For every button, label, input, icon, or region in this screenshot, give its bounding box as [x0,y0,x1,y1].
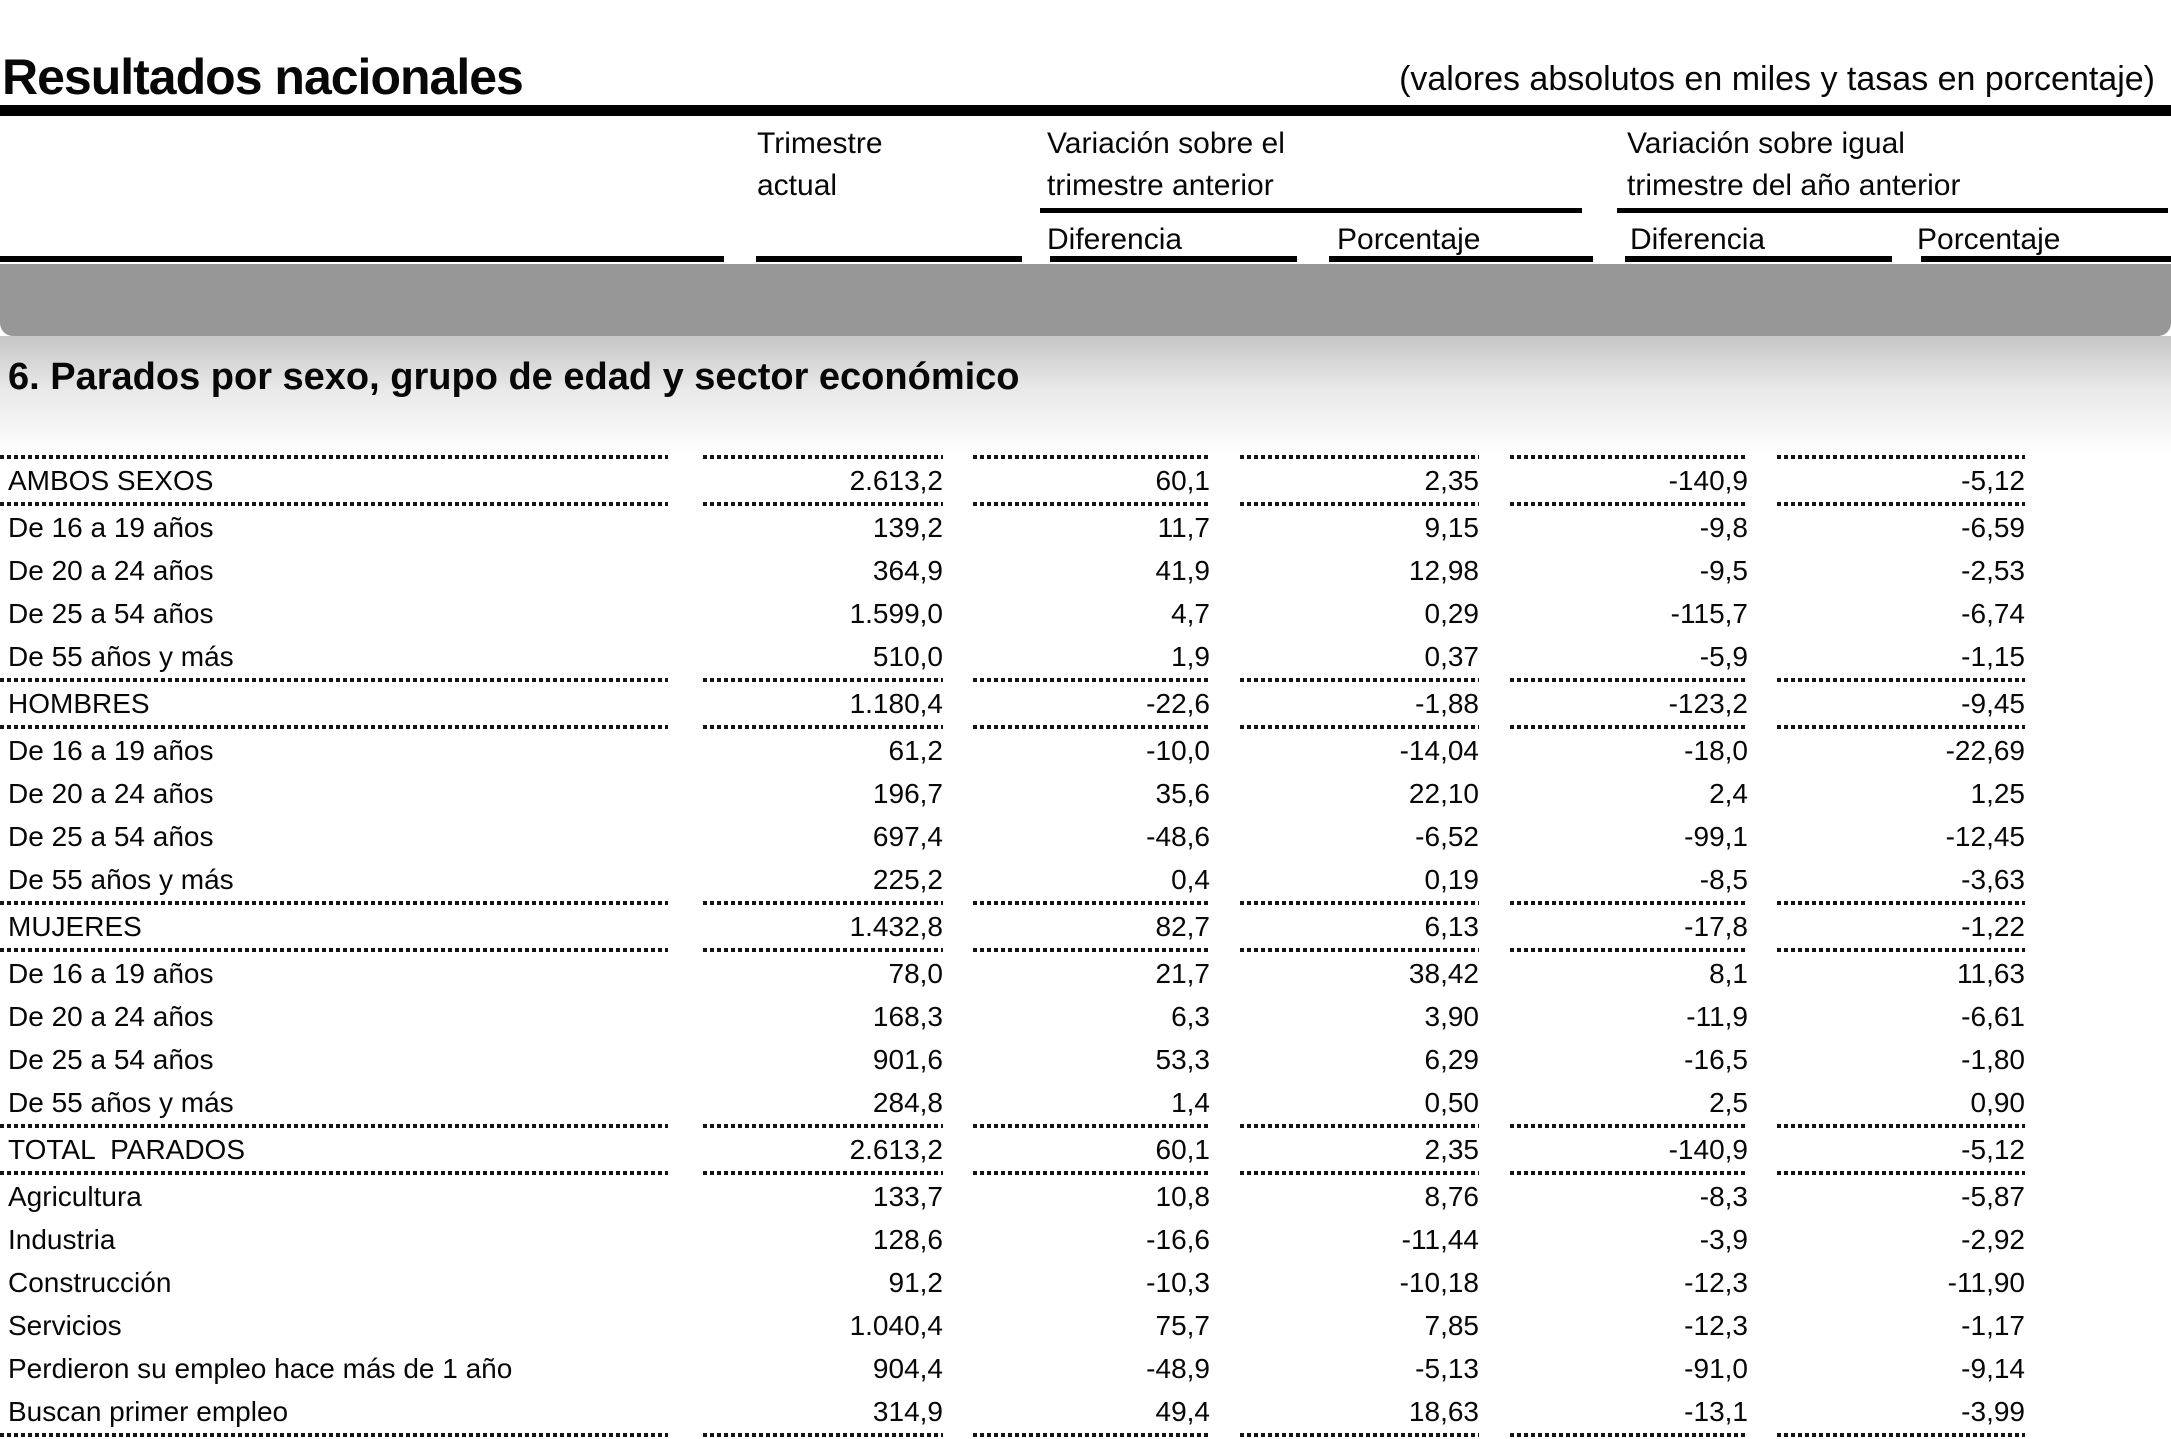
table-separator [0,1124,2171,1128]
value-cell: 3,90 [1424,1000,1479,1032]
separator-segment [1240,901,1479,905]
value-cell: -10,3 [1146,1266,1210,1298]
separator-segment [1510,678,1748,682]
separator-segment [1777,1433,2025,1437]
header-band [0,264,2171,336]
row-label: Agricultura [8,1180,142,1212]
value-cell: 35,6 [1155,777,1210,809]
row-label: De 25 a 54 años [8,820,214,852]
value-cell: 75,7 [1155,1309,1210,1341]
row-label: De 20 a 24 años [8,777,214,809]
separator-segment [703,1171,943,1175]
separator-segment [0,1124,668,1128]
table-separator [0,901,2171,905]
value-cell: 60,1 [1155,464,1210,496]
separator-segment [0,725,668,729]
value-cell: 11,7 [1157,511,1210,543]
value-cell: 2,35 [1424,464,1479,496]
separator-segment [973,1171,1210,1175]
value-cell: 1,4 [1171,1086,1210,1118]
separator-segment [1777,725,2025,729]
row-label: De 25 a 54 años [8,597,214,629]
table-row [0,1218,2171,1261]
row-label: De 16 a 19 años [8,511,214,543]
group-underline-prev-quarter [1040,208,1582,213]
separator-segment [0,1171,668,1175]
separator-segment [1510,1124,1748,1128]
row-label: Buscan primer empleo [8,1395,289,1427]
separator-segment [1240,725,1479,729]
column-group-vs-previous-year [1627,123,1961,207]
value-cell: -9,14 [1961,1352,2025,1384]
value-cell: 2.613,2 [849,464,943,496]
column-underline [1921,256,2171,262]
value-cell: -48,9 [1146,1352,1210,1384]
value-cell: -22,6 [1146,687,1210,719]
table-row [0,815,2171,858]
separator-segment [1240,678,1479,682]
separator-segment [0,678,668,682]
value-cell: -3,99 [1961,1395,2025,1427]
row-label: De 25 a 54 años [8,1043,214,1075]
value-cell: 128,6 [872,1223,943,1255]
value-cell: -9,8 [1699,511,1748,543]
value-cell: -11,44 [1401,1223,1479,1255]
value-cell: 49,4 [1155,1395,1210,1427]
value-cell: -6,61 [1961,1000,2025,1032]
subheader-percentage-2: Porcentaje [1917,223,2061,256]
column-header-current-quarter [757,123,883,207]
row-label: Servicios [8,1309,122,1341]
value-cell: 2,35 [1424,1133,1479,1165]
value-cell: -123,2 [1668,687,1748,719]
table-row [0,1128,2171,1171]
separator-segment [703,502,943,506]
value-cell: 697,4 [872,820,943,852]
value-cell: 2,4 [1709,777,1748,809]
value-cell: 225,2 [872,863,943,895]
table-row [0,858,2171,901]
table-separator [0,1171,2171,1175]
table-row [0,1175,2171,1218]
table-separator [0,725,2171,729]
row-label: TOTAL PARADOS [8,1133,246,1165]
current-quarter-line1: Trimestre [757,127,883,160]
value-cell: -8,5 [1699,863,1748,895]
value-cell: 11,63 [1957,957,2025,989]
table-separator [0,678,2171,682]
table-row [0,905,2171,948]
column-group-vs-previous-quarter [1047,123,1285,207]
value-cell: -1,15 [1961,640,2025,672]
table-row [0,459,2171,502]
value-cell: -99,1 [1684,820,1748,852]
value-cell: -16,6 [1146,1223,1210,1255]
separator-segment [1240,1171,1479,1175]
row-label: De 16 a 19 años [8,734,214,766]
separator-segment [0,455,668,459]
value-cell: 314,9 [872,1395,943,1427]
value-cell: 2.613,2 [849,1133,943,1165]
row-label: Industria [8,1223,116,1255]
row-label: De 55 años y más [8,1086,234,1118]
value-cell: 0,50 [1424,1086,1479,1118]
value-cell: -8,3 [1699,1180,1748,1212]
value-cell: -5,13 [1415,1352,1479,1384]
separator-segment [1777,1124,2025,1128]
value-cell: 6,29 [1424,1043,1479,1075]
value-cell: -11,90 [1947,1266,2025,1298]
table-separator [0,502,2171,506]
column-underline [1050,256,1297,262]
vs-prev-quarter-line1: Variación sobre el [1047,127,1285,160]
value-cell: -1,80 [1961,1043,2025,1075]
value-cell: -12,3 [1684,1266,1748,1298]
row-label: De 20 a 24 años [8,1000,214,1032]
table-row [0,1390,2171,1433]
value-cell: -2,92 [1961,1223,2025,1255]
separator-segment [973,1433,1210,1437]
value-cell: -10,18 [1399,1266,1479,1298]
separator-segment [1240,502,1479,506]
separator-segment [703,455,943,459]
value-cell: 12,98 [1408,554,1479,586]
value-cell: -140,9 [1668,464,1748,496]
separator-segment [1240,455,1479,459]
separator-segment [1777,502,2025,506]
separator-segment [1777,455,2025,459]
table-row [0,1347,2171,1390]
value-cell: -91,0 [1684,1352,1748,1384]
separator-segment [1510,502,1748,506]
value-cell: 139,2 [872,511,943,543]
value-cell: -13,1 [1684,1395,1748,1427]
value-cell: -12,45 [1945,820,2025,852]
value-cell: -2,53 [1961,554,2025,586]
column-underline-row [0,256,2171,262]
separator-segment [0,948,668,952]
subheader-difference-2: Diferencia [1630,223,1766,256]
value-cell: 6,13 [1424,910,1479,942]
value-cell: -3,63 [1961,863,2025,895]
current-quarter-line2: actual [757,169,838,202]
value-cell: 21,7 [1155,957,1210,989]
row-label: De 16 a 19 años [8,957,214,989]
value-cell: -16,5 [1684,1043,1748,1075]
value-cell: 510,0 [872,640,943,672]
value-cell: 1,25 [1970,777,2025,809]
separator-segment [1510,901,1748,905]
row-label: De 55 años y más [8,640,234,672]
group-underline-prev-year [1617,208,2168,213]
value-cell: -5,12 [1961,464,2025,496]
document-title: Resultados nacionales [2,49,523,105]
separator-segment [973,678,1210,682]
value-cell: 0,19 [1424,863,1479,895]
separator-segment [703,1433,943,1437]
section-title: 6. Parados por sexo, grupo de edad y sector económico [8,356,1020,398]
value-cell: -11,9 [1686,1000,1748,1032]
separator-segment [1777,678,2025,682]
header-rule [0,105,2171,116]
value-cell: -17,8 [1684,910,1748,942]
value-cell: 1.040,4 [849,1309,943,1341]
table-row [0,952,2171,995]
value-cell: 22,10 [1408,777,1479,809]
separator-segment [703,725,943,729]
separator-segment [1777,1171,2025,1175]
value-cell: 1.180,4 [849,687,943,719]
value-cell: -9,5 [1699,554,1748,586]
value-cell: 1,9 [1171,640,1210,672]
value-cell: -1,22 [1961,910,2025,942]
value-cell: 61,2 [888,734,943,766]
value-cell: 6,3 [1171,1000,1210,1032]
table-row [0,772,2171,815]
value-cell: 9,15 [1424,511,1479,543]
value-cell: 1.432,8 [849,910,943,942]
value-cell: 196,7 [872,777,943,809]
table-row [0,1038,2171,1081]
value-cell: 10,8 [1155,1180,1210,1212]
value-cell: -10,0 [1146,734,1210,766]
separator-segment [1777,948,2025,952]
separator-segment [1777,901,2025,905]
value-cell: 133,7 [872,1180,943,1212]
value-cell: -9,45 [1961,687,2025,719]
table-separator [0,455,2171,459]
separator-segment [1510,455,1748,459]
value-cell: 53,3 [1155,1043,1210,1075]
separator-segment [1510,948,1748,952]
separator-segment [0,1433,668,1437]
separator-segment [973,502,1210,506]
vs-prev-quarter-line2: trimestre anterior [1047,169,1274,202]
table-row [0,995,2171,1038]
value-cell: -22,69 [1945,734,2025,766]
column-underline [0,256,724,262]
value-cell: -6,52 [1415,820,1479,852]
value-cell: 8,76 [1424,1180,1479,1212]
table-row [0,682,2171,725]
value-cell: 41,9 [1155,554,1210,586]
value-cell: 901,6 [872,1043,943,1075]
table-row [0,1081,2171,1124]
table-separator [0,1433,2171,1437]
value-cell: -12,3 [1684,1309,1748,1341]
row-label: Perdieron su empleo hace más de 1 año [8,1352,513,1384]
vs-prev-year-line1: Variación sobre igual [1627,127,1905,160]
subheader-difference-1: Diferencia [1047,223,1183,256]
value-cell: -115,7 [1670,597,1748,629]
table-row [0,549,2171,592]
value-cell: 168,3 [872,1000,943,1032]
separator-segment [973,1124,1210,1128]
value-cell: 1.599,0 [849,597,943,629]
value-cell: -5,87 [1961,1180,2025,1212]
value-cell: 78,0 [888,957,943,989]
value-cell: 91,2 [888,1266,943,1298]
row-label: Construcción [8,1266,172,1298]
separator-segment [973,725,1210,729]
value-cell: 60,1 [1155,1133,1210,1165]
table-row [0,635,2171,678]
value-cell: 82,7 [1155,910,1210,942]
value-cell: 7,85 [1424,1309,1479,1341]
separator-segment [1240,1433,1479,1437]
units-note: (valores absolutos en miles y tasas en porcentaje) [1399,60,2155,98]
value-cell: -1,17 [1961,1309,2025,1341]
column-underline [756,256,1022,262]
table-separator [0,948,2171,952]
separator-segment [973,948,1210,952]
row-label: De 20 a 24 años [8,554,214,586]
row-label: MUJERES [8,910,142,942]
value-cell: 0,29 [1424,597,1479,629]
value-cell: 38,42 [1408,957,1479,989]
separator-segment [703,678,943,682]
row-label: AMBOS SEXOS [8,464,214,496]
value-cell: -14,04 [1399,734,1479,766]
value-cell: -5,9 [1699,640,1748,672]
value-cell: 284,8 [872,1086,943,1118]
value-cell: 0,90 [1970,1086,2025,1118]
value-cell: 18,63 [1408,1395,1479,1427]
value-cell: -6,59 [1961,511,2025,543]
separator-segment [1510,1171,1748,1175]
value-cell: 8,1 [1709,957,1748,989]
table-row [0,729,2171,772]
value-cell: -48,6 [1146,820,1210,852]
value-cell: 0,37 [1424,640,1479,672]
value-cell: -140,9 [1668,1133,1748,1165]
value-cell: -6,74 [1961,597,2025,629]
table-row [0,1261,2171,1304]
separator-segment [973,455,1210,459]
value-cell: -18,0 [1684,734,1748,766]
separator-segment [1240,948,1479,952]
table-row [0,506,2171,549]
row-label: De 55 años y más [8,863,234,895]
separator-segment [703,1124,943,1128]
column-underline [1329,256,1593,262]
row-label: HOMBRES [8,687,150,719]
separator-segment [0,502,668,506]
vs-prev-year-line2: trimestre del año anterior [1627,169,1961,202]
separator-segment [1510,725,1748,729]
table-row [0,592,2171,635]
value-cell: 2,5 [1709,1086,1748,1118]
unemployment-table [0,455,2171,1437]
separator-segment [1510,1433,1748,1437]
separator-segment [703,901,943,905]
subheader-percentage-1: Porcentaje [1337,223,1481,256]
value-cell: 364,9 [872,554,943,586]
value-cell: -3,9 [1699,1223,1748,1255]
value-cell: -1,88 [1415,687,1479,719]
column-underline [1625,256,1892,262]
separator-segment [973,901,1210,905]
value-cell: 904,4 [872,1352,943,1384]
value-cell: 0,4 [1171,863,1210,895]
value-cell: 4,7 [1171,597,1210,629]
table-row [0,1304,2171,1347]
value-cell: -5,12 [1961,1133,2025,1165]
separator-segment [1240,1124,1479,1128]
separator-segment [703,948,943,952]
separator-segment [0,901,668,905]
